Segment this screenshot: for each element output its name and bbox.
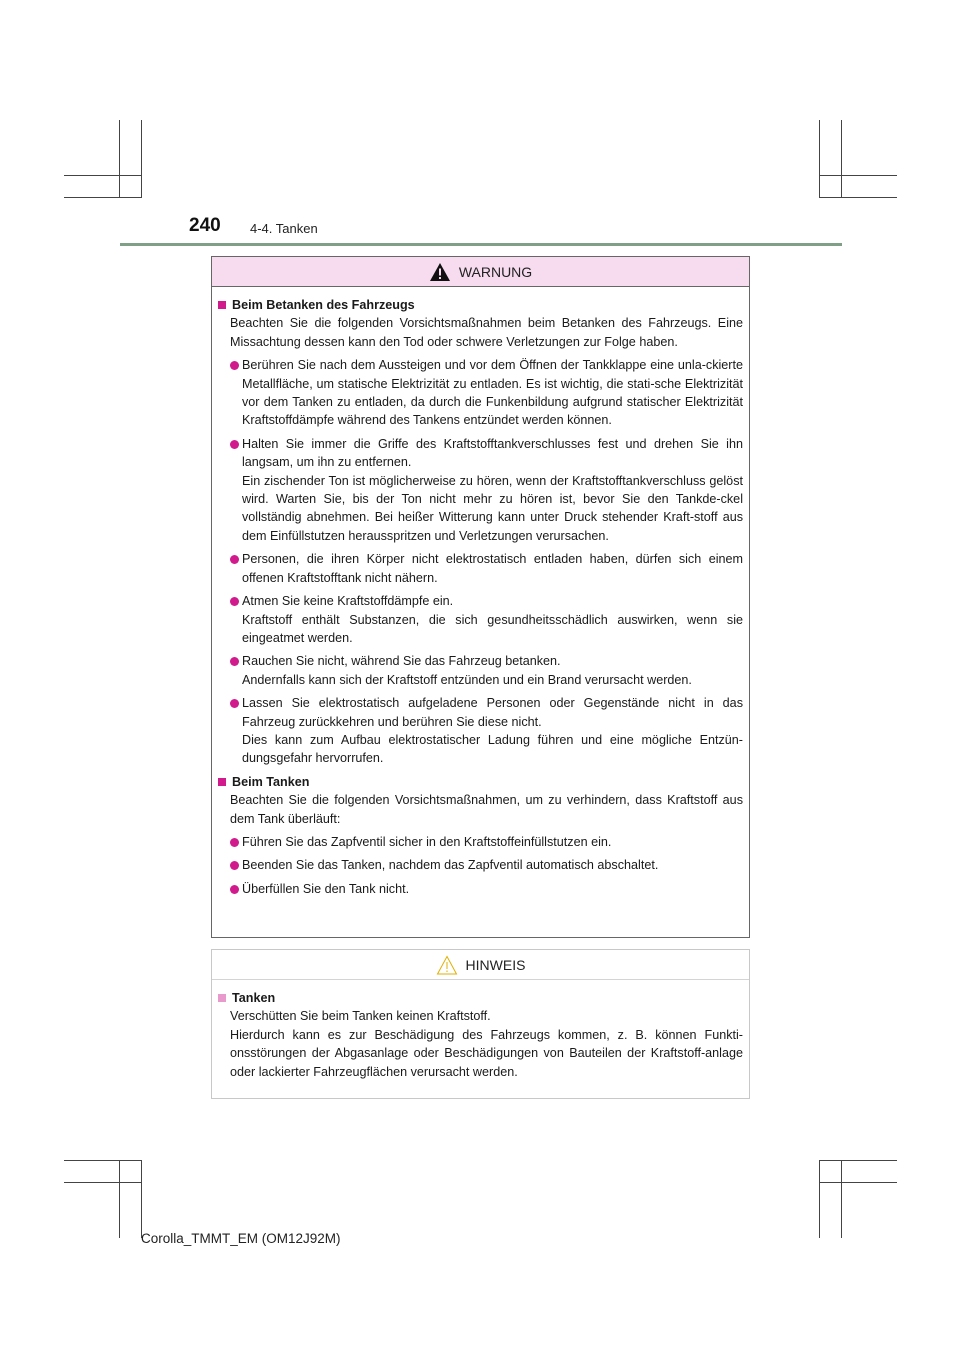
document-id: Corolla_TMMT_EM (OM12J92M) — [141, 1231, 341, 1246]
header-rule — [120, 243, 842, 246]
square-bullet-icon — [218, 778, 226, 786]
crop-mark — [819, 175, 897, 176]
bullet-dot-icon — [230, 361, 239, 370]
crop-mark — [141, 120, 142, 198]
square-bullet-icon — [218, 301, 226, 309]
note-label: HINWEIS — [465, 956, 526, 973]
bullet-dot-icon — [230, 885, 239, 894]
bullet-dot-icon — [230, 657, 239, 666]
warning-triangle-icon — [429, 262, 451, 282]
warning-label: WARNUNG — [458, 263, 533, 280]
section-heading — [218, 296, 743, 314]
note-header — [212, 950, 749, 980]
crop-mark — [819, 120, 820, 198]
crop-mark — [64, 1182, 142, 1183]
warning-box — [211, 256, 750, 938]
caution-triangle-icon — [436, 955, 458, 975]
crop-mark — [141, 1160, 142, 1238]
bullet-dot-icon — [230, 597, 239, 606]
section-heading — [218, 989, 743, 1007]
crop-mark — [119, 120, 120, 198]
crop-mark — [841, 1160, 842, 1238]
crop-mark — [64, 175, 142, 176]
bullet-dot-icon — [230, 838, 239, 847]
list-item: Lassen Sie elektrostatisch aufgeladene Personen oder Gegenstände nicht in das Fahrzeug zurückkehren und berühren Sie diese nicht. Dies kann zum Aufbau elektrostatischer Ladung führen und eine mögliche Entzün-dungsgefahr hervorrufen. — [218, 694, 743, 768]
section-intro: Beachten Sie die folgenden Vorsichtsmaßnahmen beim Betanken des Fahrzeugs. Eine Missachtung dessen kann den Tod oder schwere Verletzungen zur Folge haben. — [230, 316, 743, 349]
note-box — [211, 949, 750, 1099]
list-item: Beenden Sie das Tanken, nachdem das Zapfventil automatisch abschaltet. — [218, 856, 743, 874]
section-heading-text: Beim Betanken des Fahrzeugs — [232, 298, 415, 312]
square-bullet-icon — [218, 994, 226, 1002]
note-body — [212, 980, 749, 1081]
warning-header — [212, 257, 749, 287]
section-title: 4-4. Tanken — [250, 221, 318, 236]
list-item: Führen Sie das Zapfventil sicher in den Kraftstoffeinfüllstutzen ein. — [218, 833, 743, 851]
bullet-dot-icon — [230, 555, 239, 564]
crop-mark — [819, 1182, 897, 1183]
list-item: Personen, die ihren Körper nicht elektrostatisch entladen haben, dürfen sich einem offenen Kraftstofftank nicht nähern. — [218, 550, 743, 587]
bullet-dot-icon — [230, 440, 239, 449]
list-item: Halten Sie immer die Griffe des Kraftstofftankverschlusses fest und drehen Sie ihn langsam, um ihn zu entfernen. Ein zischender Ton ist möglicherweise zu hören, wenn der Kraftstofftankverschluss gelöst wird. Warten Sie, bis der Ton nicht mehr zu hören ist, bevor Sie den Tankde-ckel vollständig abnehmen. Bei heißer Witterung kann unter Druck stehender Kraft-stoff aus dem Einfüllstutzen herausspritzen und Verletzungen verursachen. — [218, 435, 743, 545]
bullet-dot-icon — [230, 861, 239, 870]
section-heading-text: Beim Tanken — [232, 774, 310, 789]
bullet-list — [218, 833, 743, 898]
list-item: Überfüllen Sie den Tank nicht. — [218, 880, 743, 898]
section-intro: Beachten Sie die folgenden Vorsichtsmaßnahmen, um zu verhindern, dass Kraftstoff aus dem Tank überläuft: — [230, 793, 743, 826]
bullet-list — [218, 356, 743, 768]
list-item: Rauchen Sie nicht, während Sie das Fahrzeug betanken. Andernfalls kann sich der Kraftstoff entzünden und ein Brand verursacht werden. — [218, 652, 743, 689]
crop-mark — [841, 120, 842, 198]
crop-mark — [64, 1160, 142, 1161]
crop-mark — [819, 1160, 820, 1238]
crop-mark — [119, 1160, 120, 1238]
section-heading-text: Tanken — [232, 991, 276, 1005]
crop-mark — [64, 197, 142, 198]
note-text: Verschütten Sie beim Tanken keinen Kraftstoff. Hierdurch kann es zur Beschädigung des Fahrzeugs kommen, z. B. können Funkti-onsstörungen der Abgasanlage oder Beschädigungen von Bauteilen der Kraftstoff-anlage oder lackierter Fahrzeugflächen verursacht werden. — [230, 1009, 743, 1079]
list-item: Berühren Sie nach dem Aussteigen und vor dem Öffnen der Tankklappe eine unla-ckierte Metallfläche, um statische Elektrizität zu entladen. Es ist wichtig, die stati-sche Elektrizität vor dem Tanken zu entladen, da durch die Funkenbildung aufgrund statischer Elektrizität Kraftstoffdämpfe während des Tankens entzündet werden können. — [218, 356, 743, 430]
crop-mark — [819, 1160, 897, 1161]
page-number: 240 — [189, 215, 221, 236]
list-item: Atmen Sie keine Kraftstoffdämpfe ein. Kraftstoff enthält Substanzen, die sich gesundheitsschädlich auswirken, wenn sie eingeatmet werden. — [218, 592, 743, 647]
crop-mark — [819, 197, 897, 198]
section-heading — [218, 773, 743, 791]
bullet-dot-icon — [230, 699, 239, 708]
warning-body — [212, 287, 749, 898]
